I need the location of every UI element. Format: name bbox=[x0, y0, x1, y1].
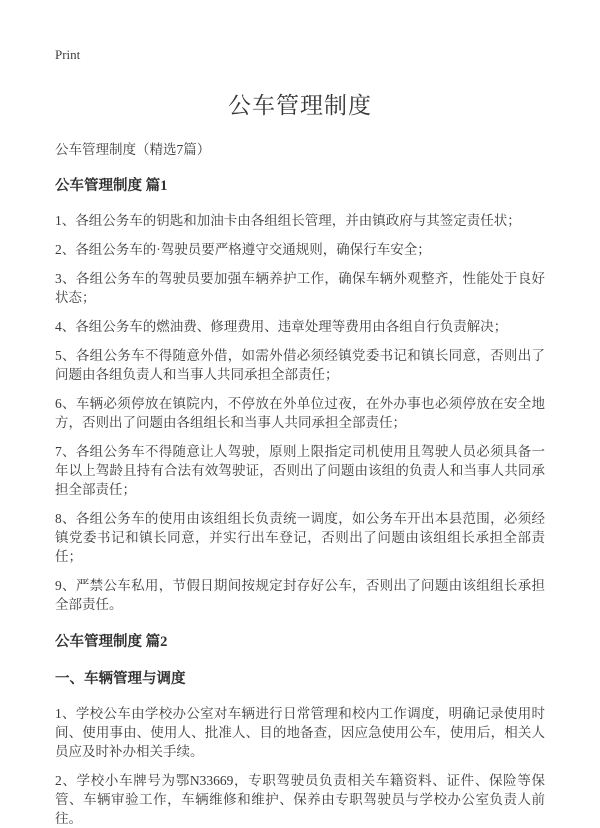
section-1-heading: 公车管理制度 篇1 bbox=[55, 178, 168, 194]
print-link[interactable]: Print bbox=[55, 47, 81, 62]
section-2-paragraph-1: 1、学校公车由学校办公室对车辆进行日常管理和校内工作调度，明确记录使用时间、使用事由、使用人、批准人、目的地备查，因应急使用公车，使用后，相关人员应及时补办相关手续。 bbox=[55, 706, 545, 759]
page-title: 公车管理制度 bbox=[228, 93, 372, 118]
section-1-paragraph-7: 7、各组公务车不得随意让人驾驶，原则上限指定司机使用且驾驶人员必须具备一年以上驾龄且持有合法有效驾驶证，否则出了问题由该组的负责人和当事人共同承担全部责任； bbox=[55, 444, 545, 497]
section-1-paragraph-3: 3、各组公务车的驾驶员要加强车辆养护工作，确保车辆外观整齐，性能处于良好状态； bbox=[55, 271, 545, 305]
section-2-subheading: 一、车辆管理与调度 bbox=[55, 671, 186, 687]
section-2-heading: 公车管理制度 篇2 bbox=[55, 634, 168, 650]
section-1-paragraph-2: 2、各组公务车的·驾驶员要严格遵守交通规则，确保行车安全； bbox=[55, 242, 431, 257]
section-1-paragraph-5: 5、各组公务车不得随意外借，如需外借必须经镇党委书记和镇长同意，否则出了问题由各组负责人和当事人共同承担全部责任； bbox=[55, 348, 545, 382]
section-1-paragraph-9: 9、严禁公车私用，节假日期间按规定封存好公车，否则出了问题由该组组长承担全部责任。 bbox=[55, 578, 545, 612]
doc-subtitle: 公车管理制度（精选7篇） bbox=[55, 142, 211, 157]
section-1-paragraph-6: 6、车辆必须停放在镇院内，不停放在外单位过夜，在外办事也必须停放在安全地方，否则出了问题由各组组长和当事人共同承担全部责任； bbox=[55, 396, 545, 430]
section-1-paragraph-4: 4、各组公务车的燃油费、修理费用、违章处理等费用由各组自行负责解决； bbox=[55, 319, 508, 334]
section-1-paragraph-1: 1、各组公务车的钥匙和加油卡由各组组长管理，并由镇政府与其签定责任状； bbox=[55, 213, 521, 228]
section-1-paragraph-8: 8、各组公务车的使用由该组组长负责统一调度，如公务车开出本县范围，必须经镇党委书记和镇长同意，并实行出车登记，否则出了问题由该组组长承担全部责任； bbox=[55, 511, 545, 564]
section-2-paragraph-2: 2、学校小车牌号为鄂N33669，专职驾驶员负责相关车籍资料、证件、保险等保管、车辆审验工作，车辆维修和维护、保养由专职驾驶员与学校办公室负责人前往。 bbox=[55, 773, 545, 826]
